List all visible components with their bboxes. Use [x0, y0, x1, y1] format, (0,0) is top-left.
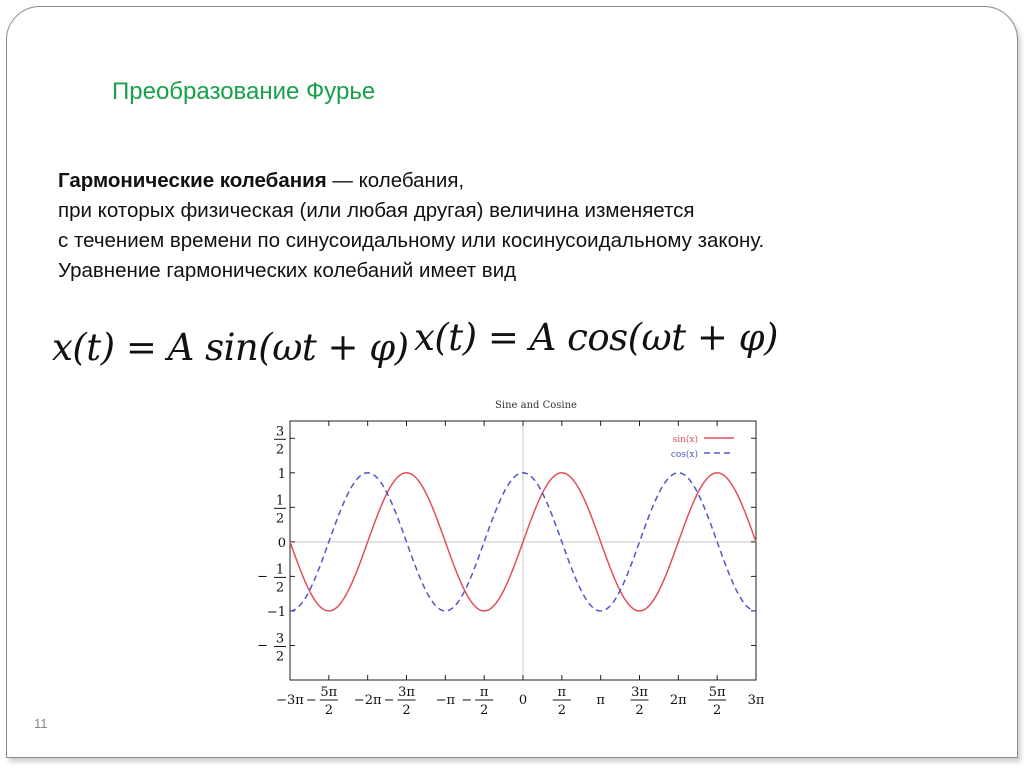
y-tick-numerator: 1 — [275, 562, 285, 578]
definition-text — [58, 166, 764, 286]
y-tick-numerator: 3 — [275, 631, 285, 647]
y-tick-label: −1 — [266, 604, 286, 620]
x-tick-denominator: 2 — [480, 703, 489, 718]
y-tick-denominator: 2 — [275, 511, 285, 527]
x-tick-label: 2π — [669, 693, 687, 708]
x-tick-minus: − — [461, 693, 473, 708]
legend-label-sin: sin(x) — [672, 435, 698, 445]
chart-legend — [671, 434, 734, 460]
x-tick-numerator: 5π — [708, 685, 726, 700]
y-tick-numerator: 3 — [275, 424, 285, 440]
formula-sine: x(t) = A sin(ωt + φ) — [52, 326, 409, 369]
slide-number: 11 — [34, 716, 48, 731]
x-tick-label: π — [596, 693, 605, 708]
x-tick-label: 0 — [518, 693, 528, 708]
x-tick-label: 3π — [747, 693, 765, 708]
y-tick-label: 0 — [277, 535, 286, 551]
sine-cosine-chart — [248, 392, 778, 722]
x-tick-denominator: 2 — [713, 703, 722, 718]
x-tick-numerator: 3π — [631, 685, 648, 700]
definition-line-1 — [58, 166, 764, 196]
y-tick-denominator: 2 — [275, 442, 285, 458]
slide-title: Преобразование Фурье — [112, 78, 376, 105]
chart-title: Sine and Cosine — [495, 400, 577, 411]
x-tick-numerator: π — [557, 685, 567, 700]
definition-line-3: с течением времени по синусоидальному или косинусоидальному закону. — [58, 229, 765, 252]
y-tick-minus: − — [257, 569, 268, 585]
x-tick-denominator: 2 — [635, 703, 644, 718]
y-tick-numerator: 1 — [275, 493, 285, 509]
definition-line-2: при которых физическая (или любая другая) величина изменяется — [58, 199, 695, 222]
x-tick-numerator: π — [479, 685, 489, 700]
x-tick-label: −π — [435, 693, 456, 708]
definition-line-4: Уравнение гармонических колебаний имеет вид — [58, 259, 517, 282]
x-axis-ticks — [276, 421, 765, 718]
y-tick-denominator: 2 — [275, 580, 285, 596]
y-tick-denominator: 2 — [275, 649, 285, 665]
definition-line-1-rest: — колебания, — [326, 169, 465, 192]
y-tick-minus: − — [257, 638, 268, 654]
legend-label-cos: cos(x) — [670, 450, 698, 460]
x-tick-label: −3π — [276, 693, 304, 708]
x-tick-minus: − — [383, 693, 395, 708]
x-tick-denominator: 2 — [557, 703, 566, 718]
x-tick-denominator: 2 — [402, 703, 411, 718]
x-tick-denominator: 2 — [324, 703, 333, 718]
term-harmonic-oscillations: Гармонические колебания — [58, 169, 327, 192]
y-tick-label: 1 — [277, 466, 286, 482]
y-axis-ticks — [257, 424, 756, 664]
x-tick-numerator: 3π — [398, 685, 415, 700]
x-tick-label: −2π — [353, 693, 382, 708]
formula-cosine: x(t) = A cos(ωt + φ) — [414, 316, 778, 359]
x-tick-minus: − — [305, 693, 317, 708]
x-tick-numerator: 5π — [320, 685, 338, 700]
